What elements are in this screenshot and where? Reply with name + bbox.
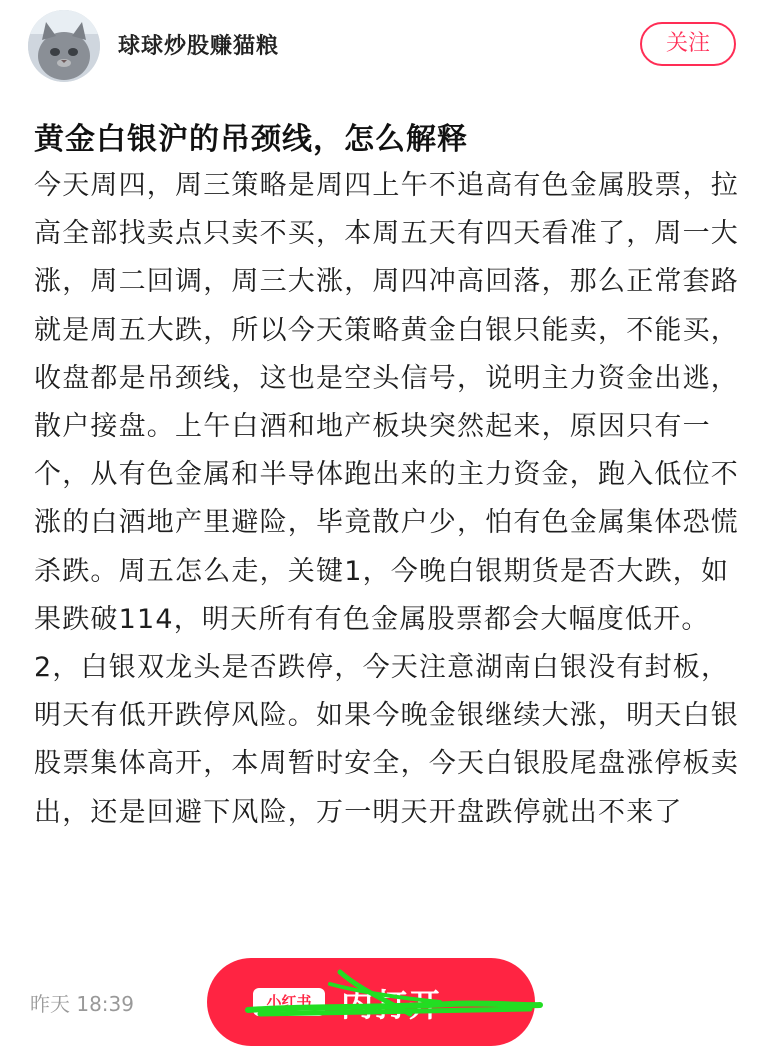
follow-button[interactable]: 关注: [640, 22, 736, 66]
author-avatar[interactable]: [28, 10, 100, 82]
post-body: 今天周四，周三策略是周四上午不追高有色金属股票，拉高全部找卖点只卖不买，本周五天有四天看准了，周一大涨，周二回调，周三大涨，周四冲高回落，那么正常套路就是周五大跌，所以今天策略黄金白银只能卖，不能买，收盘都是吊颈线，这也是空头信号，说明主力资金出逃，散户接盘。上午白酒和地产板块突然起来，原因只有一个，从有色金属和半导体跑出来的主力资金，跑入低位不涨的白酒地产里避险，毕竟散户少，怕有色金属集体恐慌杀跌。周五怎么走，关键1，今晚白银期货是否大跌，如果跌破114，明天所有有色金属股票都会大幅度低开。2，白银双龙头是否跌停，今天注意湖南白银没有封板，明天有低开跌停风险。如果今晚金银继续大涨，明天白银股票集体高开，本周暂时安全，今天白银股尾盘涨停板卖出，还是回避下风险，万一明天开盘跌停就出不来了: [34, 170, 739, 828]
post-timestamp: 昨天 18:39: [30, 992, 134, 1016]
post-title: 黄金白银沪的吊颈线，怎么解释: [34, 122, 468, 157]
cat-avatar-image: [28, 10, 100, 82]
author-name[interactable]: 球球炒股赚猫粮: [118, 34, 280, 59]
open-in-app-button[interactable]: [207, 958, 535, 1046]
post-header: [0, 0, 768, 96]
open-in-app-label: 内打开: [341, 986, 444, 1024]
app-logo-badge: 小红书: [253, 988, 325, 1016]
